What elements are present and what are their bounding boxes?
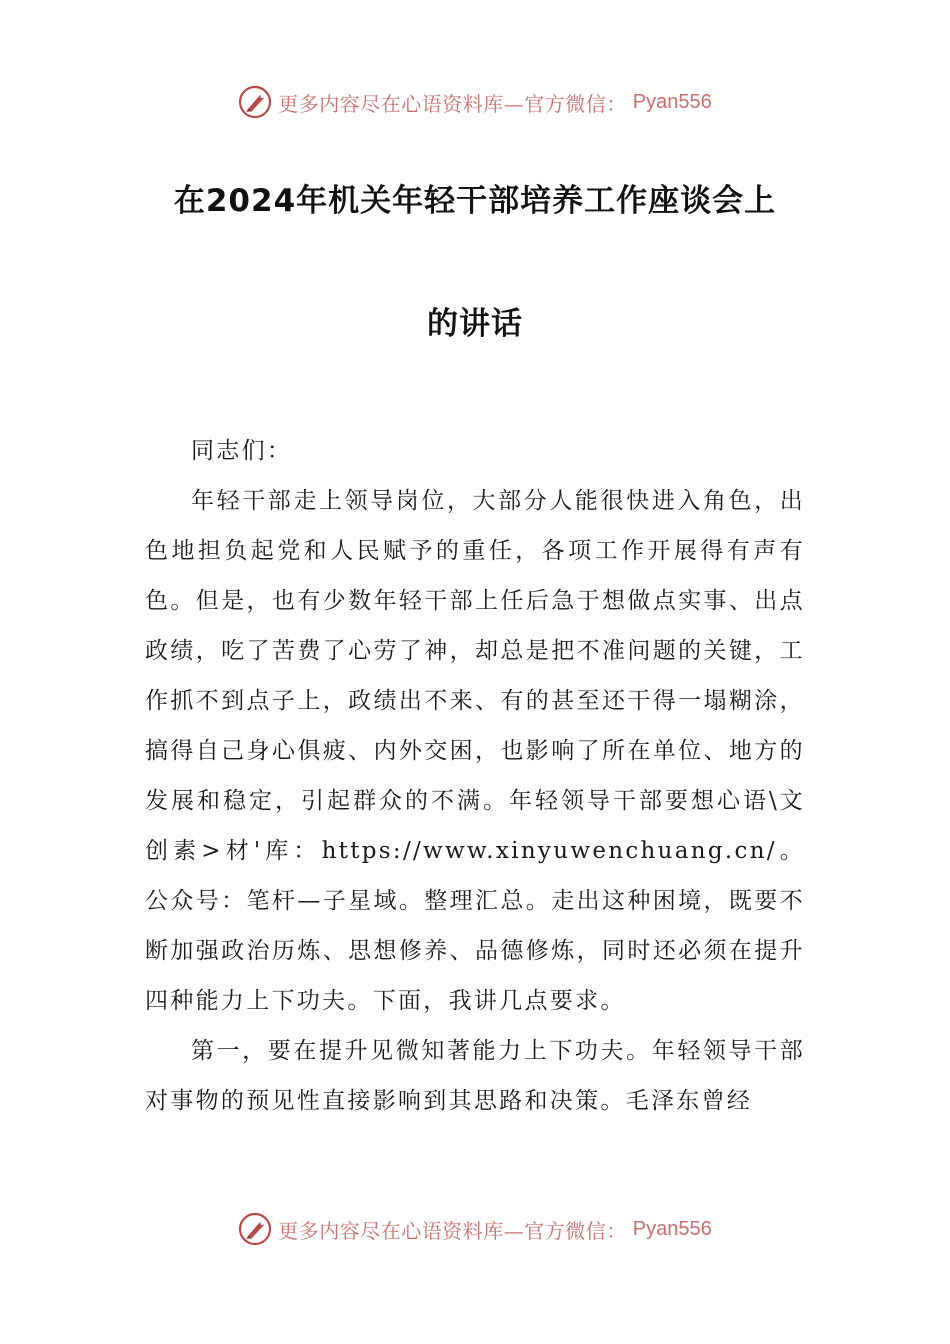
wechat-id: Pyan556 xyxy=(632,90,712,113)
pen-nib-logo-icon xyxy=(238,1212,272,1246)
header-watermark-banner xyxy=(0,80,950,124)
paragraph-intro: 年轻干部走上领导岗位，大部分人能很快进入角色，出色地担负起党和人民赋予的重任，各项工作开展得有声有色。但是，也有少数年轻干部上任后急于想做点实事、出点政绩，吃了苦费了心劳了神，却总是把不准问题的关键，工作抓不到点子上，政绩出不来、有的甚至还干得一塌糊涂，搞得自己身心俱疲、内外交困，也影响了所在单位、地方的发展和稳定，引起群众的不满。年轻领导干部要想心语\文创素>材'库：https://www.xinyuwenchuang.cn/。公众号：笔杆—子星域。整理汇总。走出这种困境，既要不断加强政治历炼、思想修养、品德修炼，同时还必须在提升四种能力上下功夫。下面，我讲几点要求。 xyxy=(145,488,805,1014)
document-body xyxy=(145,426,805,1126)
footer-watermark-banner xyxy=(0,1207,950,1251)
banner-text: 更多内容尽在心语资料库—官方微信： xyxy=(278,91,627,116)
paragraph-first-point: 第一，要在提升见微知著能力上下功夫。年轻领导干部对事物的预见性直接影响到其思路和决策。毛泽东曾经 xyxy=(145,1038,805,1114)
pen-nib-logo-icon xyxy=(238,85,272,119)
document-title-line-1: 在2024年机关年轻干部培养工作座谈会上 xyxy=(173,183,777,219)
banner-text: 更多内容尽在心语资料库—官方微信： xyxy=(278,1218,627,1243)
salutation: 同志们： xyxy=(191,438,293,464)
document-title-line-2: 的讲话 xyxy=(427,306,523,342)
wechat-id: Pyan556 xyxy=(632,1217,712,1240)
